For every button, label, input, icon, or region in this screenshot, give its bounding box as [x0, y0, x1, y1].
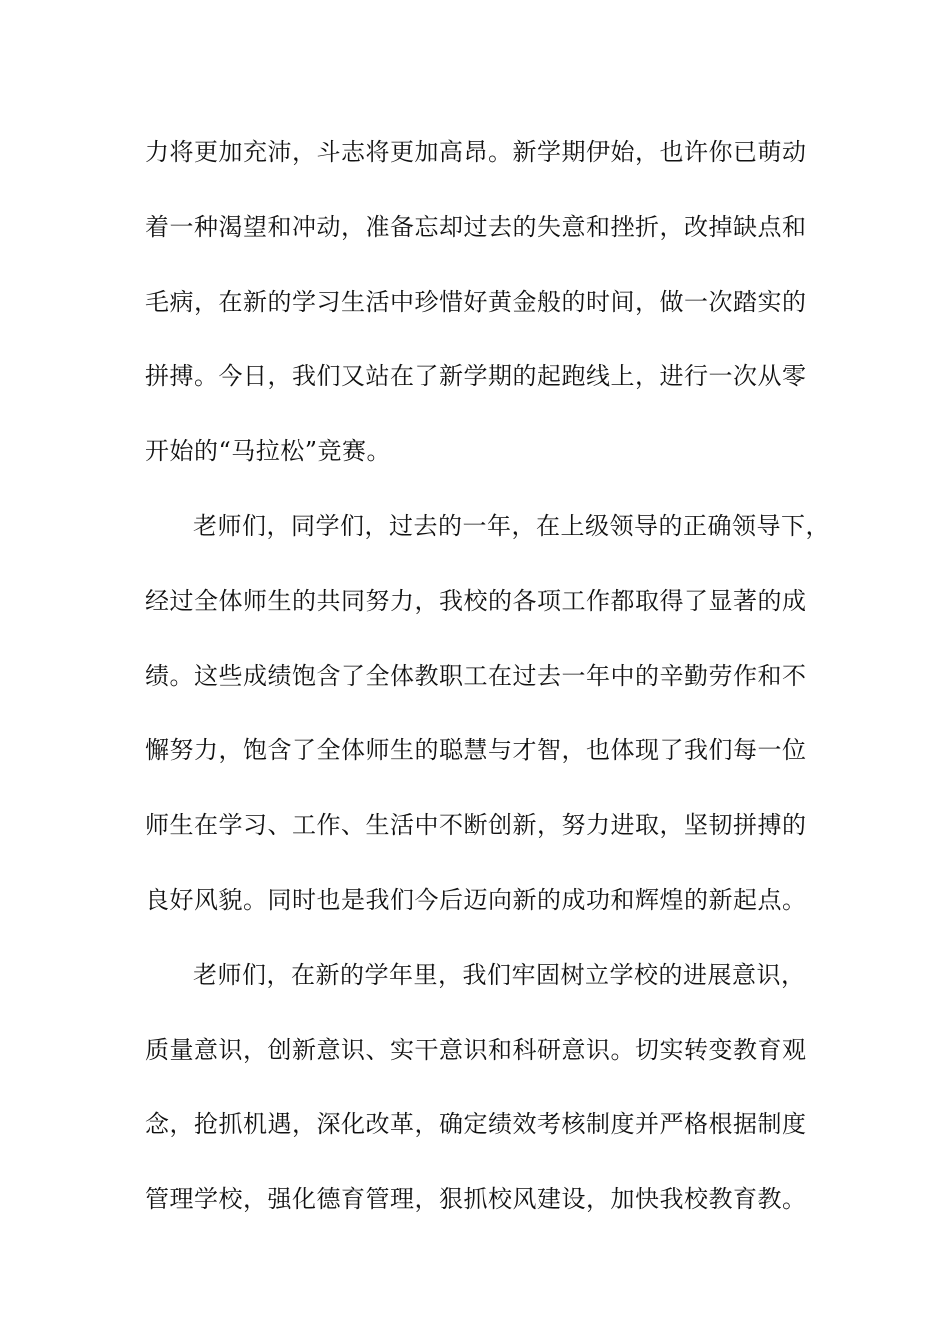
text-line-12: 老师们，在新的学年里，我们牢固树立学校的进展意识，	[193, 960, 806, 989]
text-line-2: 着一种渴望和冲动，准备忘却过去的失意和挫折，改掉缺点和	[145, 212, 807, 241]
text-line-13: 质量意识，创新意识、实干意识和科研意识。切实转变教育观	[145, 1035, 807, 1064]
text-line-11: 良好风貌。同时也是我们今后迈向新的成功和辉煌的新起点。	[145, 885, 807, 914]
text-line-4: 拼搏。今日，我们又站在了新学期的起跑线上，进行一次从零	[145, 362, 807, 391]
text-line-3: 毛病，在新的学习生活中珍惜好黄金般的时间，做一次踏实的	[145, 287, 807, 316]
text-line-8: 绩。这些成绩饱含了全体教职工在过去一年中的辛勤劳作和不	[145, 661, 807, 690]
text-line-10: 师生在学习、工作、生活中不断创新，努力进取，坚韧拼搏的	[145, 811, 807, 840]
text-line-1: 力将更加充沛，斗志将更加高昂。新学期伊始，也许你已萌动	[145, 138, 807, 166]
text-line-5: 开始的“马拉松”竞赛。	[145, 437, 392, 466]
text-line-7: 经过全体师生的共同努力，我校的各项工作都取得了显著的成	[145, 586, 807, 615]
text-line-9: 懈努力，饱含了全体师生的聪慧与才智，也体现了我们每一位	[145, 736, 807, 765]
text-line-14: 念，抢抓机遇，深化改革，确定绩效考核制度并严格根据制度	[145, 1110, 807, 1139]
body-text	[145, 128, 830, 1250]
text-line-15: 管理学校，强化德育管理，狠抓校风建设，加快我校教育教。	[145, 1185, 807, 1214]
text-line-6: 老师们，同学们，过去的一年，在上级领导的正确领导下，	[193, 511, 830, 540]
